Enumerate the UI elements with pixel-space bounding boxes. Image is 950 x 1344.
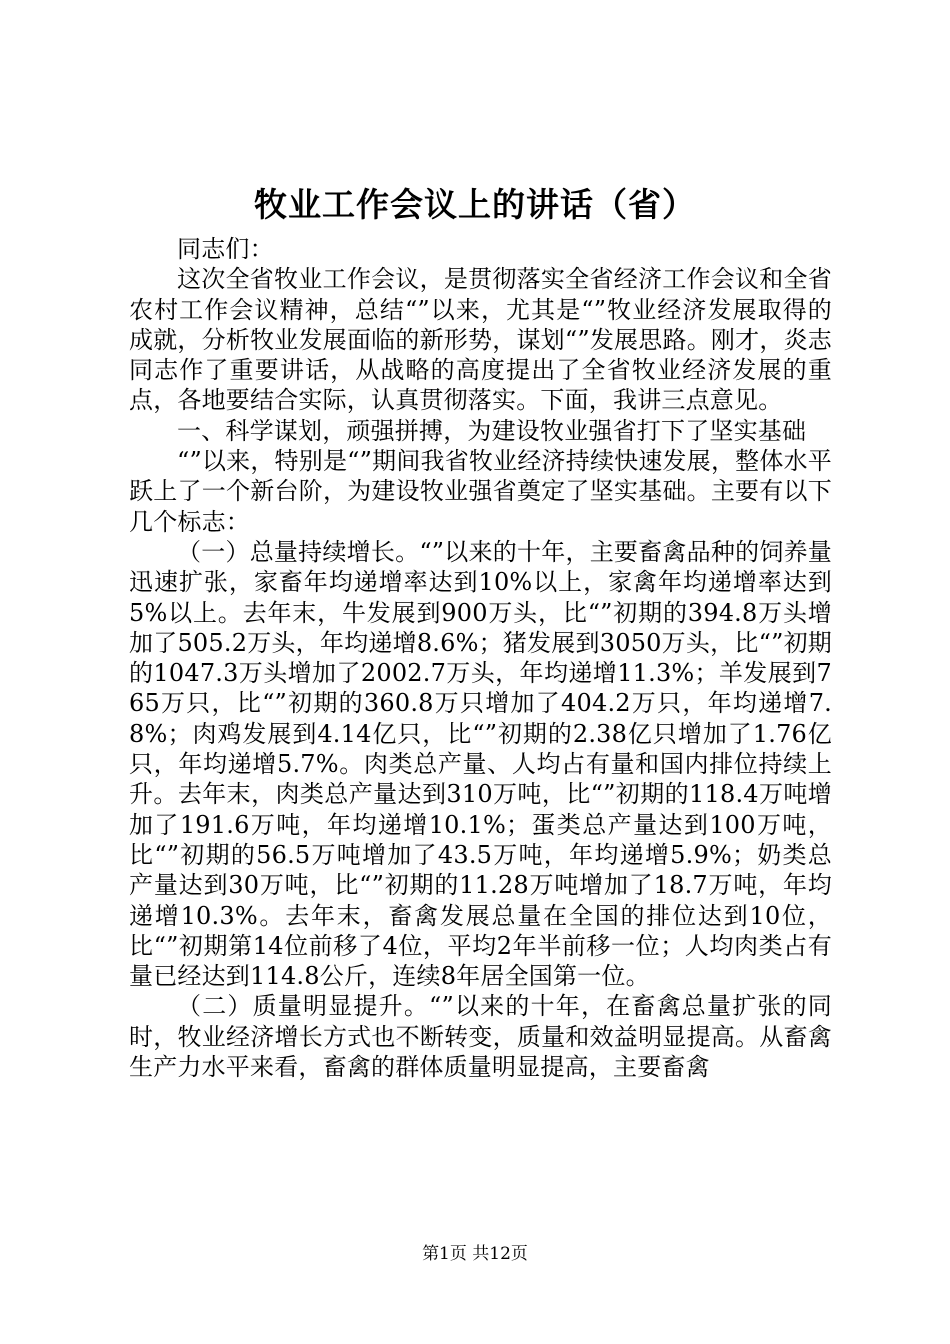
section-heading-1: 一、科学谋划，顽强拼搏，为建设牧业强省打下了坚实基础 bbox=[177, 416, 807, 445]
document-body bbox=[129, 234, 832, 1082]
salutation: 同志们： bbox=[177, 235, 274, 263]
document-title: 牧业工作会议上的讲话（省） bbox=[254, 185, 696, 224]
paragraph-intro: 这次全省牧业工作会议，是贯彻落实全省经济工作会议和全省农村工作会议精神，总结“”以来，尤其是“”牧业经济发展取得的成就，分析牧业发展面临的新形势，谋划“”发展思路。刚才，炎志同志作了重要讲话，从战略的高度提出了全省牧业经济发展的重点，各地要结合实际，认真贯彻落实。下面，我讲三点意见。 bbox=[129, 265, 832, 415]
paragraph-quality: （二）质量明显提升。“”以来的十年，在畜禽总量扩张的同时，牧业经济增长方式也不断转变，质量和效益明显提高。从畜禽生产力水平来看，畜禽的群体质量明显提高，主要畜禽 bbox=[129, 992, 832, 1082]
paragraph-overview: “”以来，特别是“”期间我省牧业经济持续快速发展，整体水平跃上了一个新台阶，为建设牧业强省奠定了坚实基础。主要有以下几个标志： bbox=[129, 447, 832, 536]
paragraph-total-growth: （一）总量持续增长。“”以来的十年，主要畜禽品种的饲养量迅速扩张，家畜年均递增率达到10%以上，家禽年均递增率达到5%以上。去年末，牛发展到900万头，比“”初期的394.8万头增加了505.2万头，年均递增8.6%；猪发展到3050万头，比“”初期的1047.3万头增加了2002.7万头，年均递增11.3%；羊发展到765万只，比“”初期的360.8万只增加了404.2万只，年均递增7.8%；肉鸡发展到4.14亿只，比“”初期的2.38亿只增加了1.76亿只，年均递增5.7%。肉类总产量、人均占有量和国内排位持续上升。去年末，肉类总产量达到310万吨，比“”初期的118.4万吨增加了191.6万吨，年均递增10.1%；蛋类总产量达到100万吨，比“”初期的56.5万吨增加了43.5万吨，年均递增5.9%；奶类总产量达到30万吨，比“”初期的11.28万吨增加了18.7万吨，年均递增10.3%。去年末，畜禽发展总量在全国的排位达到10位，比“”初期第14位前移了4位，平均2年半前移一位；人均肉类占有量已经达到114.8公斤，连续8年居全国第一位。 bbox=[129, 537, 832, 991]
page-footer: 第1页 共12页 bbox=[422, 1244, 528, 1264]
